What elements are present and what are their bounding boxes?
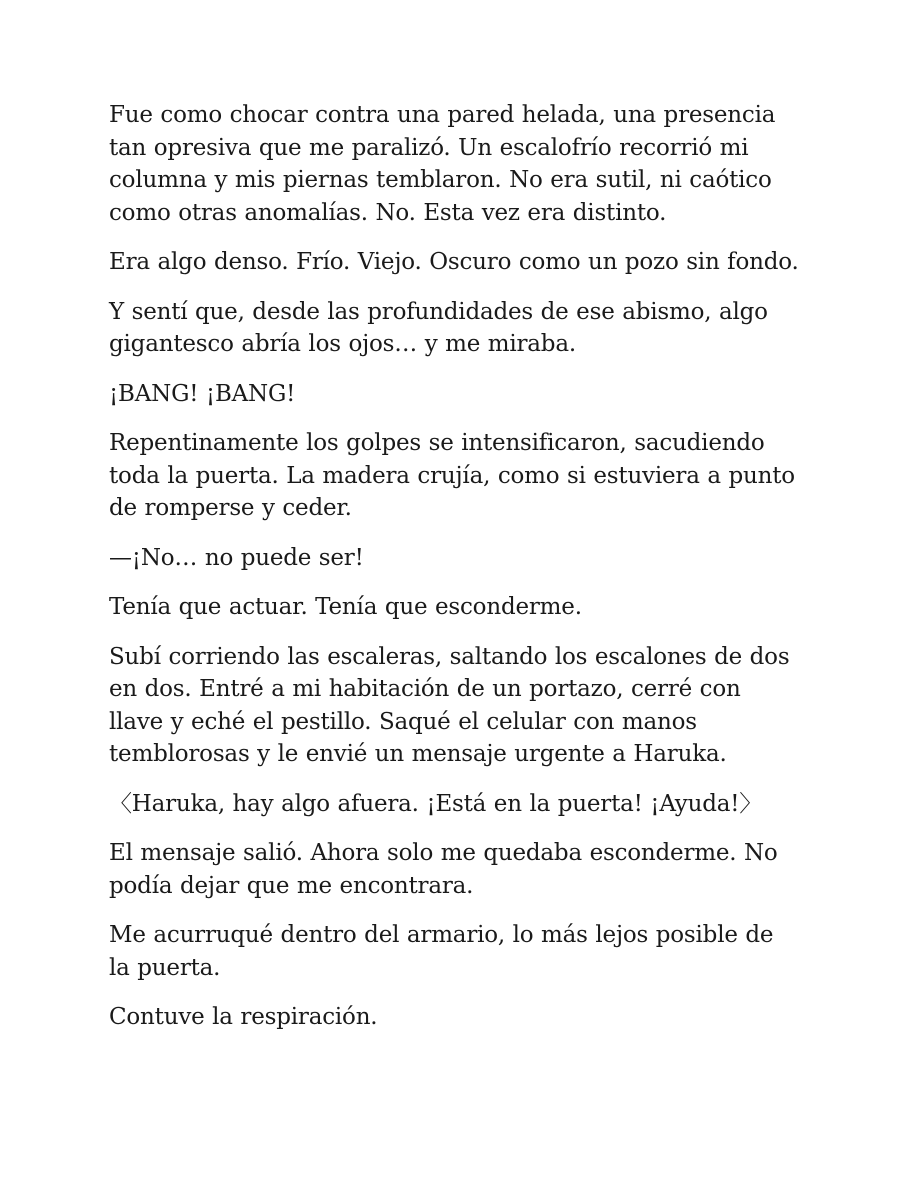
paragraph-dense: Era algo denso. Frío. Viejo. Oscuro como un pozo sin fondo. <box>109 249 799 275</box>
paragraph-message: 〈Haruka, hay algo afuera. ¡Está en la puerta! ¡Ayuda!〉 <box>109 790 763 817</box>
paragraph-wardrobe: Me acurruqué dentro del armario, lo más lejos posible de la puerta. <box>109 922 774 981</box>
paragraph-abyss: Y sentí que, desde las profundidades de ese abismo, algo gigantesco abría los ojos… y me miraba. <box>109 298 768 357</box>
paragraph-dialogue: —¡No… no puede ser! <box>109 544 364 571</box>
paragraph-breath: Contuve la respiración. <box>109 1004 378 1030</box>
paragraph-hide: Tenía que actuar. Tenía que esconderme. <box>109 594 582 620</box>
paragraph-knocking: Repentinamente los golpes se intensificaron, sacudiendo toda la puerta. La madera crujía, como si estuviera a punto de romperse y ceder. <box>109 430 795 521</box>
paragraph-bang: ¡BANG! ¡BANG! <box>109 380 296 407</box>
paragraph-stairs: Subí corriendo las escaleras, saltando los escalones de dos en dos. Entré a mi habitación de un portazo, cerré con llave y eché el pestillo. Saqué el celular con manos temblorosas y le envié un mensaje urgente a Haruka. <box>109 643 790 767</box>
paragraph-sent: El mensaje salió. Ahora solo me quedaba esconderme. No podía dejar que me encontrara. <box>109 840 778 899</box>
document-page <box>109 99 799 1051</box>
paragraph-presence: Fue como chocar contra una pared helada, una presencia tan opresiva que me paralizó. Un escalofrío recorrió mi columna y mis piernas temblaron. No era sutil, ni caótico como otras anomalías. No. Esta vez era distinto. <box>109 102 776 226</box>
